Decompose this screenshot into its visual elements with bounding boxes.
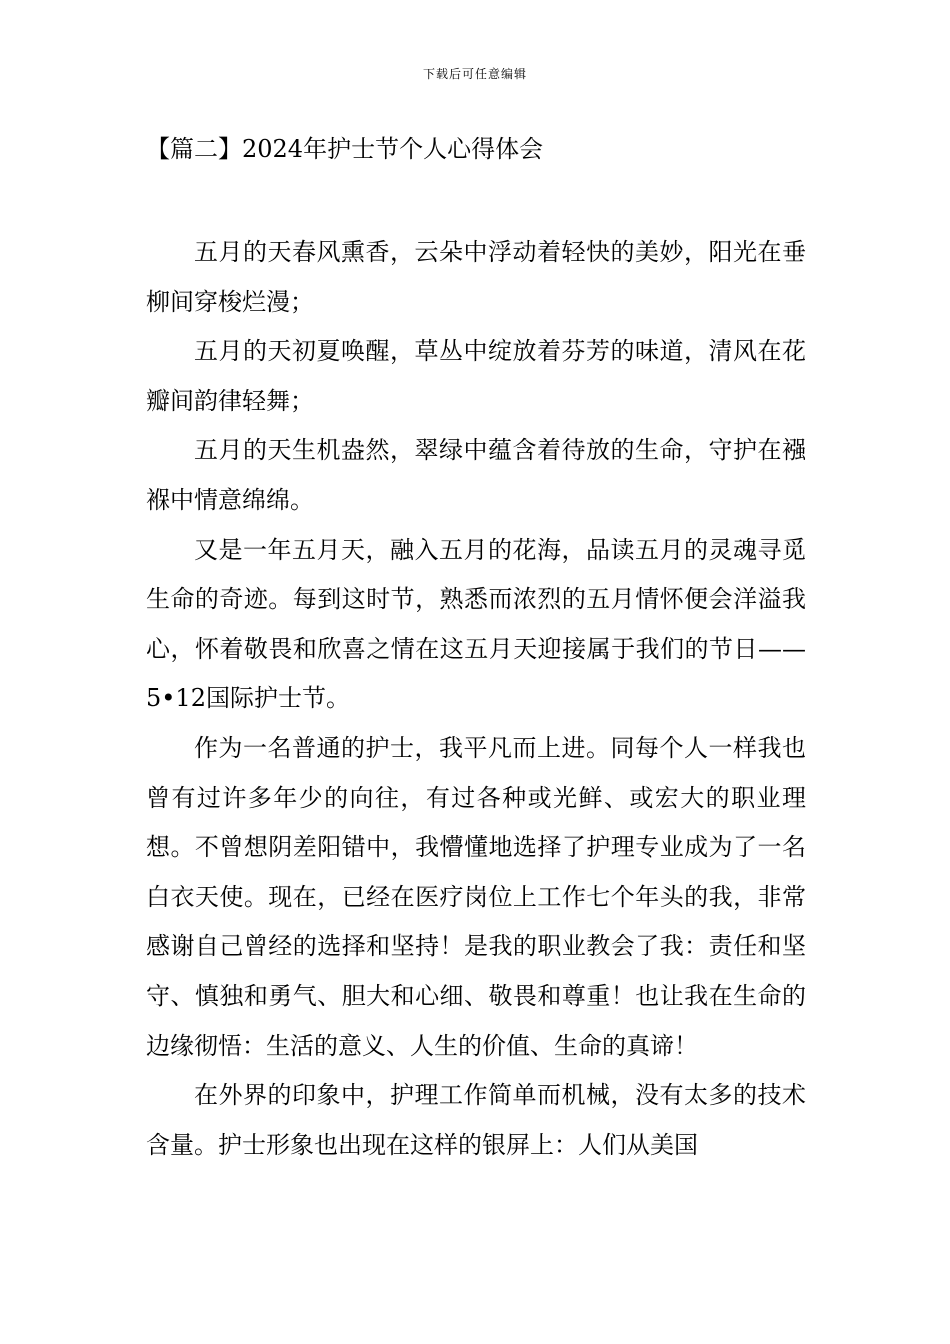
paragraph: 在外界的印象中，护理工作简单而机械，没有太多的技术含量。护士形象也出现在这样的银屏上：人们从美国 (146, 1081, 806, 1159)
paragraph: 五月的天初夏唤醒，草丛中绽放着芬芳的味道，清风在花瓣间韵律轻舞； (146, 337, 806, 415)
paragraph: 作为一名普通的护士，我平凡而上进。同每个人一样我也曾有过许多年少的向往，有过各种或光鲜、或宏大的职业理想。不曾想阴差阳错中，我懵懂地选择了护理专业成为了一名白衣天使。现在，已经在医疗岗位上工作七个年头的我，非常感谢自己曾经的选择和坚持！是我的职业教会了我：责任和坚守、慎独和勇气、胆大和心细、敬畏和尊重！也让我在生命的边缘彻悟：生活的意义、人生的价值、生命的真谛！ (146, 733, 806, 1060)
paragraph: 五月的天春风熏香，云朵中浮动着轻快的美妙，阳光在垂柳间穿梭烂漫； (146, 238, 806, 316)
paragraph: 五月的天生机盎然，翠绿中蕴含着待放的生命，守护在襁褓中情意绵绵。 (146, 436, 806, 514)
document-body (146, 228, 806, 1170)
document-title: 【篇二】2024年护士节个人心得体会 (146, 135, 544, 163)
paragraph: 又是一年五月天，融入五月的花海，品读五月的灵魂寻觅生命的奇迹。每到这时节，熟悉而浓烈的五月情怀便会洋溢我心，怀着敬畏和欣喜之情在这五月天迎接属于我们的节日——5•12国际护士节。 (146, 535, 806, 713)
header-note: 下载后可任意编辑 (422, 67, 527, 81)
